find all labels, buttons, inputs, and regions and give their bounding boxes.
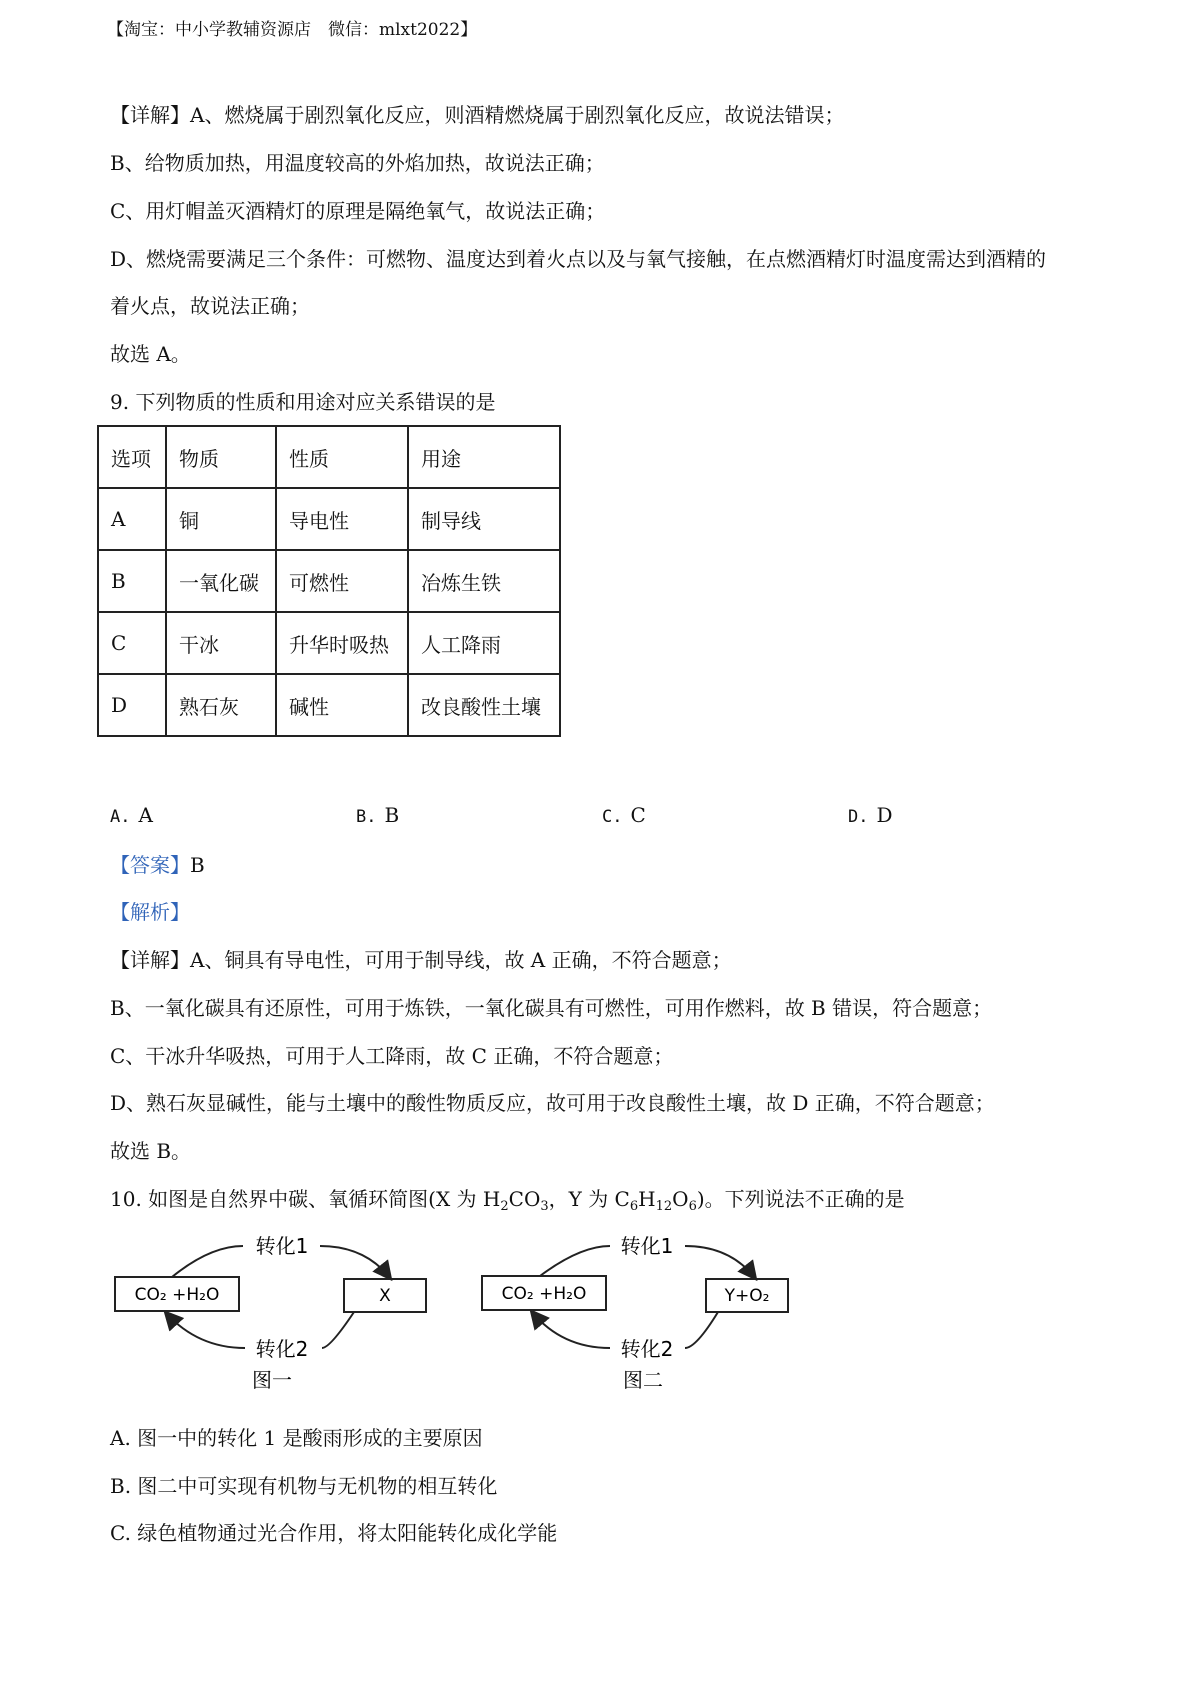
table-header-cell: 物质	[166, 426, 276, 488]
table-cell: 人工降雨	[408, 612, 560, 674]
q9-stem: 9. 下列物质的性质和用途对应关系错误的是	[110, 390, 496, 414]
choice-letter: C.	[602, 807, 623, 827]
q8-detail-line-3: C、用灯帽盖灭酒精灯的原理是隔绝氧气，故说法正确；	[110, 199, 606, 223]
figure1-arrow-top-right	[320, 1246, 390, 1278]
q9-detail-line-1: 【详解】A、铜具有导电性，可用于制导线，故 A 正确，不符合题意；	[110, 948, 732, 972]
table-cell: 铜	[166, 488, 276, 550]
subscript: 3	[540, 1199, 549, 1214]
figure1-transform2-label: 转化2	[255, 1337, 309, 1361]
q10-stem	[110, 1185, 905, 1221]
subscript: 6	[629, 1199, 639, 1214]
q8-conclusion: 故选 A。	[110, 342, 191, 366]
watermark-header: 【淘宝：中小学教辅资源店 微信：mlxt2022】	[107, 20, 478, 40]
figure-one	[115, 1234, 426, 1392]
q10-option-c[interactable]: C. 绿色植物通过光合作用，将太阳能转化成化学能	[110, 1521, 558, 1545]
choice-b[interactable]	[356, 803, 399, 827]
subscript: 12	[655, 1199, 673, 1214]
figure2-arrow-top-left	[540, 1246, 610, 1276]
table-row	[98, 674, 560, 736]
q9-property-table	[97, 425, 561, 737]
q9-detail-line-3: C、干冰升华吸热，可用于人工降雨，故 C 正确，不符合题意；	[110, 1044, 674, 1068]
figure-two	[482, 1234, 788, 1392]
q8-detail-line-4: D、燃烧需要满足三个条件：可燃物、温度达到着火点以及与氧气接触，在点燃酒精灯时温度需达到酒精的	[110, 247, 1047, 271]
choice-c[interactable]	[602, 803, 646, 827]
choice-letter: B.	[356, 807, 377, 827]
answer-label: 【答案】	[110, 853, 190, 877]
figure1-arrow-bottom-left	[166, 1313, 245, 1348]
figure2-caption: 图二	[623, 1368, 663, 1392]
figure1-right-box-label: X	[379, 1286, 391, 1306]
q9-choices	[0, 803, 1200, 833]
stem-text: H	[638, 1187, 656, 1211]
stem-text: ，Y 为 C	[548, 1187, 630, 1211]
table-row	[98, 550, 560, 612]
table-cell: 熟石灰	[166, 674, 276, 736]
figure2-arrow-top-right	[685, 1246, 755, 1278]
choice-text: B	[384, 803, 400, 827]
figure2-transform1-label: 转化1	[620, 1234, 674, 1258]
carbon-oxygen-cycle-diagram	[110, 1232, 810, 1392]
q10-option-b[interactable]: B. 图二中可实现有机物与无机物的相互转化	[110, 1474, 498, 1498]
table-row	[98, 488, 560, 550]
q8-detail-line-1: 【详解】A、燃烧属于剧烈氧化反应，则酒精燃烧属于剧烈氧化反应，故说法错误；	[110, 103, 845, 127]
q8-detail-line-2: B、给物质加热，用温度较高的外焰加热，故说法正确；	[110, 151, 605, 175]
stem-text: O	[672, 1187, 689, 1211]
q9-detail-line-4: D、熟石灰显碱性，能与土壤中的酸性物质反应，故可用于改良酸性土壤，故 D 正确，不符合题意；	[110, 1091, 995, 1115]
table-cell: 导电性	[276, 488, 408, 550]
answer-value: B	[190, 853, 205, 877]
choice-letter: A.	[110, 807, 131, 827]
q9-detail-line-2: B、一氧化碳具有还原性，可用于炼铁，一氧化碳具有可燃性，可用作燃料，故 B 错误，符合题意；	[110, 996, 993, 1020]
table-cell: 冶炼生铁	[408, 550, 560, 612]
stem-text: 10. 如图是自然界中碳、氧循环简图(X 为 H	[110, 1187, 501, 1211]
figure1-transform1-label: 转化1	[255, 1234, 309, 1258]
q10-option-a[interactable]: A. 图一中的转化 1 是酸雨形成的主要原因	[110, 1426, 483, 1450]
stem-text: CO	[508, 1187, 541, 1211]
table-header-cell: 用途	[408, 426, 560, 488]
choice-letter: D.	[848, 807, 869, 827]
figure2-arrow-bottom-left	[532, 1312, 610, 1348]
table-cell: D	[98, 674, 166, 736]
figure1-caption: 图一	[252, 1368, 292, 1392]
table-header-cell: 选项	[98, 426, 166, 488]
subscript: 6	[688, 1199, 697, 1214]
q8-detail-line-5: 着火点，故说法正确；	[110, 294, 310, 318]
table-cell: 一氧化碳	[166, 550, 276, 612]
q9-conclusion: 故选 B。	[110, 1139, 192, 1163]
figure2-transform2-label: 转化2	[620, 1337, 674, 1361]
figure2-left-box-label: CO₂ +H₂O	[501, 1284, 587, 1304]
table-cell: 制导线	[408, 488, 560, 550]
table-header-cell: 性质	[276, 426, 408, 488]
figure2-arrow-bottom-right	[685, 1312, 718, 1348]
table-cell: B	[98, 550, 166, 612]
table-header-row	[98, 426, 560, 488]
choice-text: A	[138, 803, 153, 827]
choice-text: D	[876, 803, 893, 827]
table-cell: 干冰	[166, 612, 276, 674]
figure1-arrow-top-left	[172, 1246, 243, 1277]
choice-text: C	[630, 803, 646, 827]
table-cell: 碱性	[276, 674, 408, 736]
figure1-left-box-label: CO₂ +H₂O	[134, 1285, 220, 1305]
stem-text: )。下列说法不正确的是	[696, 1187, 905, 1211]
table-cell: C	[98, 612, 166, 674]
table-cell: 升华时吸热	[276, 612, 408, 674]
subscript: 2	[500, 1199, 509, 1214]
choice-d[interactable]	[848, 803, 893, 827]
figure1-arrow-bottom-right	[322, 1312, 354, 1348]
choice-a[interactable]	[110, 803, 153, 827]
q9-answer	[110, 851, 205, 879]
table-cell: 可燃性	[276, 550, 408, 612]
table-cell: 改良酸性土壤	[408, 674, 560, 736]
figure2-right-box-label: Y+O₂	[724, 1286, 770, 1306]
q9-analysis-label: 【解析】	[110, 900, 190, 924]
table-cell: A	[98, 488, 166, 550]
table-row	[98, 612, 560, 674]
